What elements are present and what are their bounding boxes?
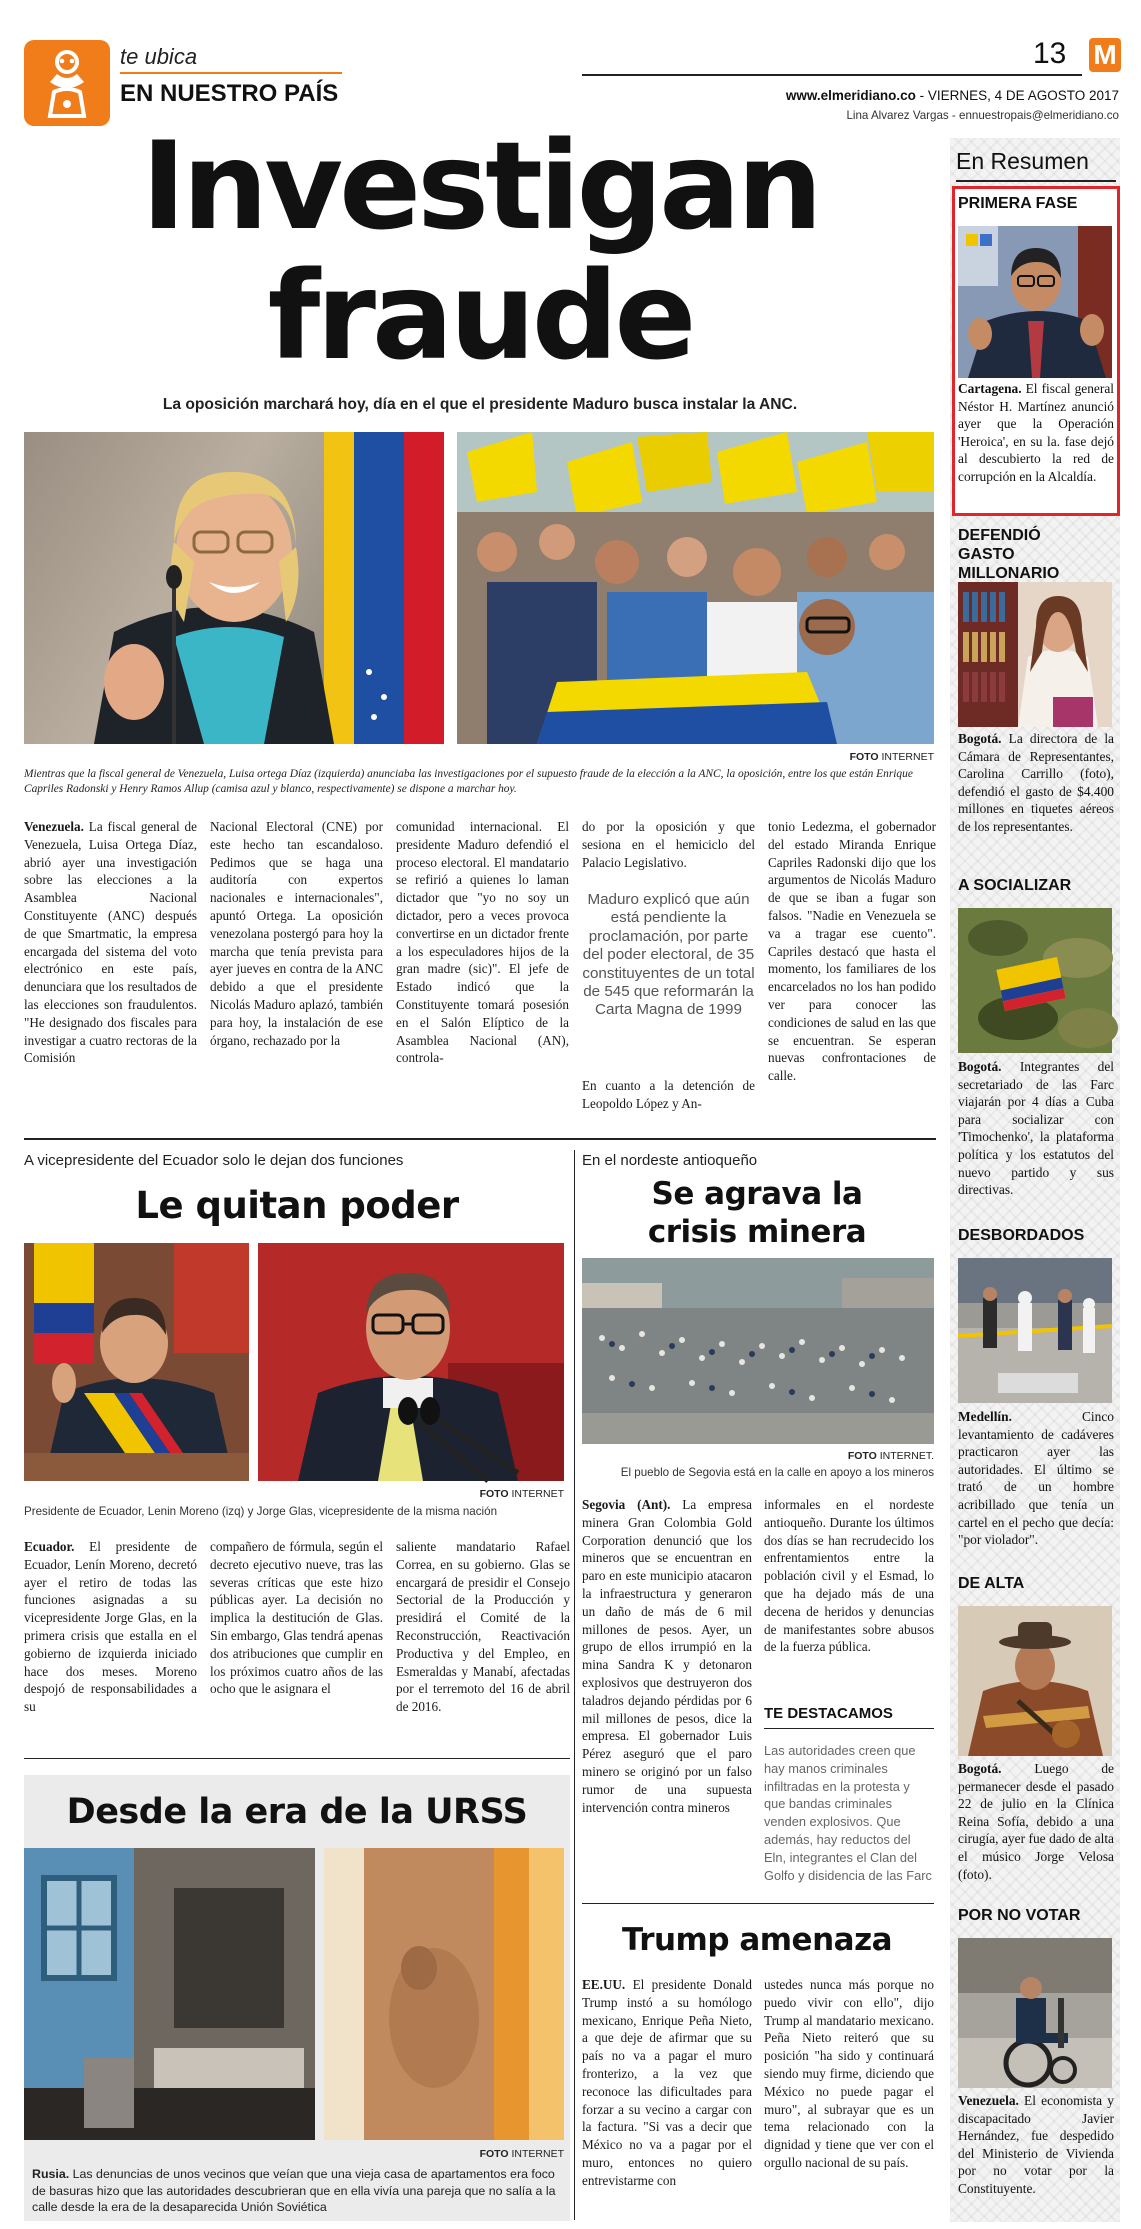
ecuador-caption: Presidente de Ecuador, Lenin Moreno (izq) y Jorge Glas, vicepresidente de la misma nación	[24, 1505, 498, 1518]
sidebar-item-6-text: Venezuela. El economista y discapacitado Javier Hernández, fue despedido del Ministerio de Vivienda por no votar por la Constituyente.	[958, 2093, 1114, 2196]
section-logo	[24, 40, 110, 126]
section-name: EN NUESTRO PAÍS	[120, 80, 339, 107]
lead-subtitle: La oposición marchará hoy, día en el que el presidente Maduro busca instalar la ANC.	[162, 396, 798, 413]
mineria-photo-crowd	[582, 1258, 934, 1444]
lead-col-3: comunidad internacional. El presidente Maduro defendió el proceso electoral. El mandatario se refirió a quienes lo laman dictador que "yo no soy un dictador, pero a veces provoca convertirse en un dictador frente a los especuladores hijos de la gran madre (sic)". El jefe de Estado indicó que la Constituyente tomará posesión en el Salón Elíptico de la Asamblea Nacional (AN), controla-	[396, 819, 569, 1066]
mineria-kicker: En el nordeste antioqueño	[582, 1152, 758, 1169]
sidebar-photo-carrillo	[958, 582, 1112, 727]
lead-bottom-rule	[24, 1138, 936, 1140]
mineria-title-line1: Se agrava la	[651, 1176, 863, 1212]
ecuador-photo-credit: FOTO INTERNET	[479, 1488, 564, 1500]
sidebar-item-4-text: Medellín. Cinco levantamiento de cadáveres practicaron ayer las autoridades. El último se trató de un hombre acribillado que tenía un cartel en el pecho que decía: "por violador".	[958, 1409, 1114, 1548]
page-number: 13	[1033, 37, 1067, 70]
mineria-col-1: Segovia (Ant). La empresa minera Gran Colombia Gold Corporation denunció que los mineros que se encuentran en paro en este municipio atacaron la infraestructura y generaron un daño de más de 6 mil millones de pesos. Ayer, un grupo de ellos irrumpió en la mina Sandra K y detonaron explosivos que destruyeron dos taladros dejando pérdidas por 6 mil millones de pesos, dice la empresa. El gobernador Luis Pérez aseguró que el paro minero se originó por un falso rumor de una supuesta intervención contra mineros	[582, 1497, 752, 1815]
sidebar-title: En Resumen	[956, 148, 1089, 174]
trump-col-1: EE.UU. El presidente Donald Trump instó a su homólogo mexicano, Enrique Peña Nieto, a que deje de afirmar que su país no va a pagar el muro fronterizo, a la vez que reconoce las dificultades para forzar a su vecino a cargar con la factura. "Si vas a decir que México no va a pagar por el muro, entonces no quiero entrevistarme con	[582, 1977, 752, 2188]
lead-caption: Mientras que la fiscal general de Venezuela, Luisa ortega Díaz (izquierda) anunciaba las investigaciones por el supuesto fraude de la elección a la ANC, la oposición, entre los que están Enrique Capriles Radonski y Henry Ramos Allup (camisa azul y blanco, respectivamente) se dispone a marchar hoy.	[24, 768, 913, 795]
column-divider	[574, 1150, 575, 2220]
compass-figure-icon	[24, 40, 110, 126]
lead-col-5: tonio Ledezma, el gobernador del estado Miranda Enrique Capriles Radonski dijo que los argumentos de Nicolás Maduro de que se iban a fugar son falsos. "Nadie en Venezuela se va a tragar ese cuento". Capriles destacó que hasta el momento, los familiares de los encarcelados no los han podido ver para conocer las condiciones de salud en las que se encuentran. Se esperan nuevas confrontaciones de calle.	[768, 819, 936, 1084]
ecuador-photo-moreno	[24, 1243, 249, 1481]
brand-logo: M	[1089, 38, 1121, 72]
sidebar-item-2-head: DEFENDIÓ GASTO MILLONARIO	[958, 527, 1060, 582]
urss-title: Desde la era de la URSS	[66, 1792, 528, 1832]
lead-photo-march	[457, 432, 934, 744]
sidebar-item-5-text: Bogotá. Luego de permanecer desde el pasado 22 de julio en la Clínica Reina Sofía, debido a una cirugía, ayer fue dado de alta el músico Jorge Velosa (foto).	[958, 1761, 1114, 1882]
mineria-caption: El pueblo de Segovia está en la calle en apoyo a los mineros	[620, 1466, 934, 1479]
mineria-col-2: informales en el nordeste antioqueño. Durante los últimos dos días se han recrudecido los enfrentamientos entre la población civil y el Esmad, lo que ha dejado más de una decena de heridos y denuncias de manifestantes sobre abusos de la fuerza pública.	[764, 1497, 934, 1655]
lead-title-line2: fraude	[267, 246, 693, 387]
sidebar-item-1-head: PRIMERA FASE	[958, 195, 1078, 212]
sidebar-title-rule	[956, 180, 1116, 182]
ecuador-photo-glas	[258, 1243, 564, 1481]
ecuador-col-2: compañero de fórmula, según el decreto ejecutivo nueve, tras las severas críticas que este hizo públicas ayer. La decisión no implica la destitución de Glas. Sin embargo, Glas tendrá apenas dos atribuciones que cumplir en los próximos cuatro años de las ocho que le asignara el	[210, 1539, 383, 1697]
trump-col-2: ustedes nunca más porque no puedo vivir con ello", dijo Trump al mandatario mexicano. Peña Nieto reiteró que su posición "ha sido y continuará siendo muy firme, diciendo que México no puede pagar el muro", al subrayar que es un tema relacionado con la dignidad y tiene que ver con el orgullo nacional de su país.	[764, 1977, 934, 2170]
sidebar-item-3-head: A SOCIALIZAR	[958, 877, 1072, 894]
sidebar-item-2-text: Bogotá. La directora de la Cámara de Representantes, Carolina Carrillo (foto), defendió el gasto de $4.400 millones en tiquetes aéreos de los representantes.	[958, 731, 1114, 834]
sidebar-item-3-text: Bogotá. Integrantes del secretariado de las Farc viajarán por 4 días a Cuba para socializar con 'Timochenko', la plataforma política y los estatutos del nuevo partido y sus directivas.	[958, 1059, 1114, 1198]
sidebar-photo-farc	[958, 908, 1112, 1053]
mineria-bottom-rule	[582, 1903, 934, 1904]
header-rule	[582, 74, 1082, 76]
lead-col-1: Venezuela. La fiscal general de Venezuela, Luisa Ortega Díaz, abrió ayer una investigación sobre las elecciones a la Asamblea Nacional Constituyente (ANC) después de que Smartmatic, la empresa encargada del sistema del voto electrónico en este país, denunciara que los resultados de las elecciones son fraudulentos. "He designado dos fiscales para investigar a cuatro rectoras de la Comisión	[24, 819, 197, 1066]
mineria-title	[578, 1175, 936, 1251]
ecuador-col-3: saliente mandatario Rafael Correa, en su gobierno. Glas se encargará de presidir el Consejo Sectorial de la Producción y presidirá el Comité de la Reconstrucción, Reactivación Productiva y del Empleo, en Esmeraldas y Manabí, afectadas por el terremoto del 16 de abril de 2016.	[396, 1539, 570, 1715]
sidebar-item-6-head: POR NO VOTAR	[958, 1907, 1081, 1924]
issue-date: - VIERNES, 4 DE AGOSTO 2017	[915, 88, 1119, 103]
lead-pullquote: Maduro explicó que aún está pendiente la proclamación, por parte del poder electoral, de 35 constituyentes de un total de 545 que reformarán la Carta Magna de 1999	[582, 891, 755, 1019]
section-underline	[120, 72, 342, 74]
destacamos-rule	[764, 1728, 934, 1729]
urss-photo-credit: FOTO INTERNET	[479, 2148, 564, 2160]
mineria-title-line2: crisis minera	[647, 1214, 867, 1250]
sidebar-photo-medellin	[958, 1258, 1112, 1403]
lead-col-2: Nacional Electoral (CNE) por este hecho tan escandaloso. Pedimos que se haga una auditoría con expertos nacionales e internacionales", apuntó Ortega. La oposición venezolana postergó para hoy la marcha que tenía prevista para ayer jueves en contra de la ANC debido a que el presidente Nicolás Maduro aplazó, también para hoy, la instalación de ese órgano, rechazado por la	[210, 819, 383, 1048]
header-dateline	[730, 88, 1119, 103]
urss-photo-door	[324, 1848, 564, 2140]
ecuador-bottom-rule	[24, 1758, 570, 1759]
trump-title: Trump amenaza	[621, 1922, 893, 1958]
urss-photo-room	[24, 1848, 315, 2140]
destacamos-text: Las autoridades creen que hay manos criminales infiltradas en la protesta y que bandas criminales venden explosivos. Que además, hay reductos del Eln, integrantes el Clan del Golfo y disidencia de las Farc	[764, 1743, 932, 1883]
lead-col-4: do por la oposición y que sesiona en el hemiciclo del Palacio Legislativo.	[582, 819, 755, 870]
lead-photo-credit: FOTO INTERNET	[849, 751, 934, 763]
sidebar-item-1-text: Cartagena. El fiscal general Néstor H. Martínez anunció ayer que la Operación 'Heroica', en su la. fase dejó al descubierto la red de corrupción en la Alcaldía.	[958, 381, 1114, 484]
lead-photo-ortega	[24, 432, 444, 744]
lead-title	[24, 116, 936, 387]
sidebar-photo-velosa	[958, 1606, 1112, 1756]
mineria-photo-credit: FOTO INTERNET.	[847, 1450, 934, 1462]
ecuador-kicker: A vicepresidente del Ecuador solo le dejan dos funciones	[24, 1152, 404, 1169]
ecuador-title: Le quitan poder	[135, 1184, 459, 1227]
sidebar-photo-hernandez	[958, 1938, 1112, 2088]
lead-col-4-end: En cuanto a la detención de Leopoldo López y An-	[582, 1078, 755, 1111]
ecuador-col-1: Ecuador. El presidente de Ecuador, Lenín Moreno, decretó ayer el retiro de todas las funciones asignadas a su vicepresidente Jorge Glas, en la primera crisis que estalla en el gobierno de izquierda iniciado hace dos meses. Moreno despojó de responsabilidades a su	[24, 1539, 197, 1715]
sidebar-photo-fiscal	[958, 226, 1112, 378]
section-tag: te ubica	[120, 44, 198, 69]
destacamos-title: TE DESTACAMOS	[764, 1705, 893, 1722]
byline: Lina Alvarez Vargas - ennuestropais@elmeridiano.co	[846, 109, 1119, 122]
urss-caption: Rusia. Las denuncias de unos vecinos que veían que una vieja casa de apartamentos era foco de basuras hizo que las autoridades descubrieran que en ella vivía una pareja que no salía a la calle desde la era de la desaparecida Unión Soviética	[32, 2167, 556, 2214]
sidebar-item-5-head: DE ALTA	[958, 1575, 1025, 1592]
sidebar-item-4-head: DESBORDADOS	[958, 1227, 1085, 1244]
lead-title-line1: Investigan	[141, 116, 819, 257]
site-url[interactable]: www.elmeridiano.co	[785, 88, 916, 103]
